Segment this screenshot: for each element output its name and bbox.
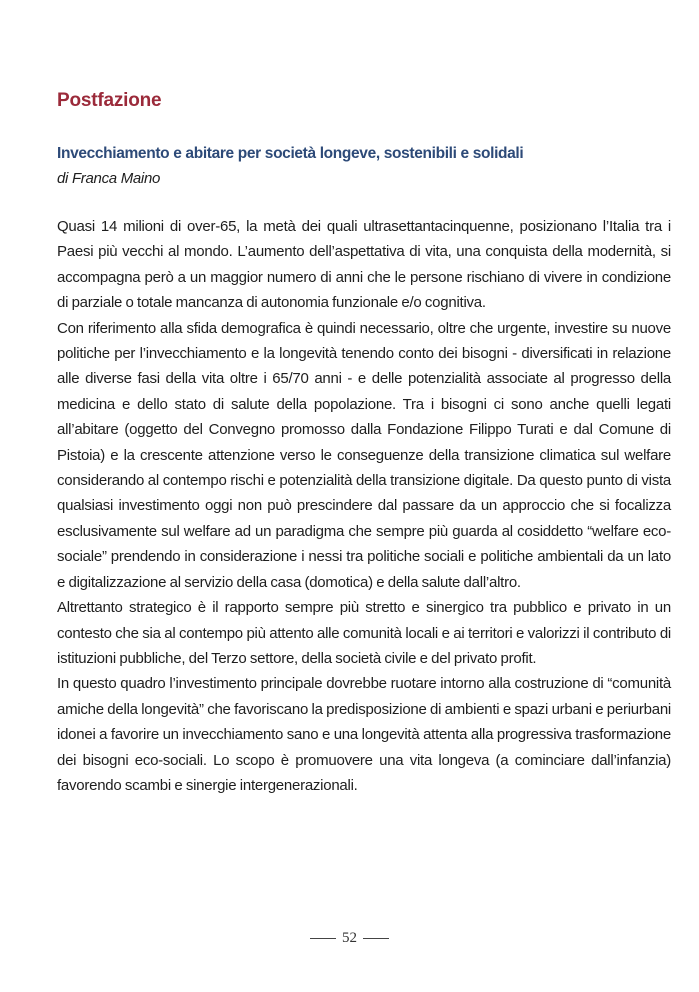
body-text	[57, 214, 671, 798]
footer-rule-left	[310, 938, 336, 939]
paragraph: Altrettanto strategico è il rapporto sempre più stretto e sinergico tra pubblico e privato in un contesto che sia al contempo più attento alle comunità locali e ai territori e valorizzi il contributo di istituzioni pubbliche, del Terzo settore, della società civile e del privato profit.	[57, 599, 671, 667]
author-byline: di Franca Maino	[57, 170, 161, 187]
paragraph: Con riferimento alla sfida demografica è quindi necessario, oltre che urgente, investire su nuove politiche per l’invecchiamento e la longevità tenendo conto dei bisogni - diversificati in relazione alle diverse fasi della vita oltre i 65/70 anni - e delle potenzialità associate al progresso della medicina e dello stato di salute della popolazione. Tra i bisogni ci sono anche quelli legati all’abitare (oggetto del Convegno promosso dalla Fondazione Filippo Turati e dal Comune di Pistoia) e la crescente attenzione verso le conseguenze della transizione climatica sul welfare considerando al contempo rischi e potenzialità della transizione digitale. Da questo punto di vista qualsiasi investimento oggi non può prescindere dal passare da un approccio che si focalizza esclusivamente sul welfare ad un paradigma che sempre più guarda al cosiddetto “welfare eco-sociale” prendendo in considerazione i nessi tra politiche sociali e politiche ambientali da un lato e digitalizzazione al servizio della casa (domotica) e della salute dall’altro.	[57, 319, 671, 591]
footer-rule-right	[363, 938, 389, 939]
page-number: 52	[342, 930, 357, 946]
paragraph: In questo quadro l’investimento principale dovrebbe ruotare intorno alla costruzione di “comunità amiche della longevità” che favoriscano la predisposizione di ambienti e spazi urbani e periurbani idonei a favorire un invecchiamento sano e una longevità attenta alla progressiva trasformazione dei bisogni eco-sociali. Lo scopo è promuovere una vita longeva (a cominciare dall’infanzia) favorendo scambi e sinergie intergenerazionali.	[57, 675, 671, 794]
page-footer	[0, 930, 699, 947]
paragraph: Quasi 14 milioni di over-65, la metà dei quali ultrasettantacinquenne, posizionano l’Italia tra i Paesi più vecchi al mondo. L’aumento dell’aspettativa di vita, una conquista della modernità, si accompagna però a un maggior numero di anni che le persone rischiano di vivere in condizione di parziale o totale mancanza di autonomia funzionale e/o cognitiva.	[57, 218, 671, 312]
chapter-title: Postfazione	[57, 90, 162, 111]
section-title: Invecchiamento e abitare per società longeve, sostenibili e solidali	[57, 145, 524, 162]
